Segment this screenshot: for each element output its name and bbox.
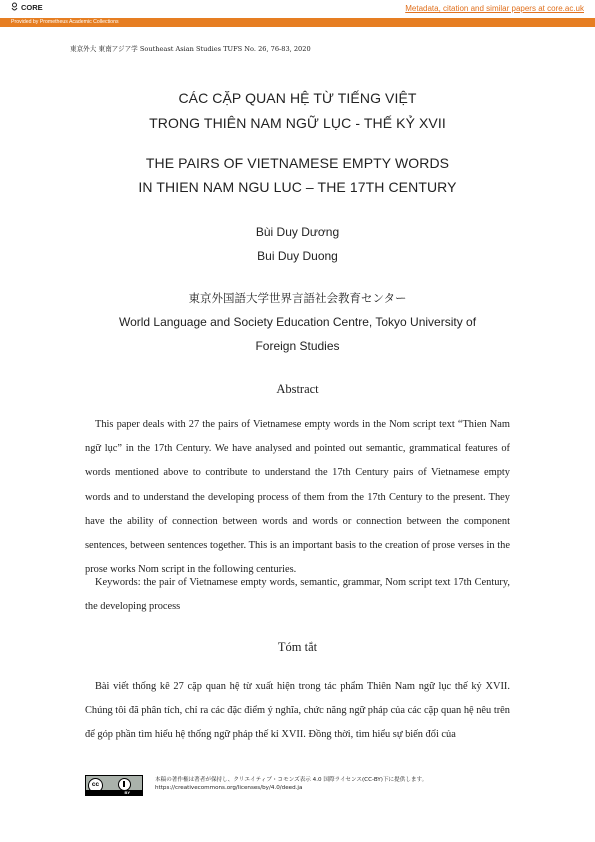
provided-by-text[interactable]: Provided by Prometheus Academic Collections	[11, 19, 119, 25]
by-label: BY	[86, 790, 142, 795]
institution-jp: 東京外国語大学世界言語社会教育センター	[188, 291, 407, 305]
abstract-heading: Abstract	[276, 382, 319, 396]
title-vi-line2: TRONG THIÊN NAM NGỮ LỤC - THẾ KỶ XVII	[149, 115, 446, 131]
author-en: Bui Duy Duong	[257, 249, 338, 263]
core-header-bar	[0, 0, 595, 18]
license-jp: 本稿の著作権は著者が保持し、クリエイティブ・コモンズ表示 4.0 国際ライセンス(CC-BY)下に提供します。	[155, 777, 428, 783]
core-logo[interactable]	[10, 2, 43, 13]
tomtat-body: Bài viết thống kê 27 cặp quan hệ từ xuất hiện trong tác phẩm Thiên Nam ngữ lục thế kỷ XVII. Chúng tôi đã phân tích, chỉ ra các đặc điểm ý nghĩa, chức năng ngữ pháp của các cặp quan hệ nêu trên để góp phần tìm hiểu hệ thống ngữ pháp thế kỉ XVII. Đồng thời, tìm hiểu sự biến đổi của	[85, 681, 510, 741]
cc-by-badge[interactable]	[85, 775, 143, 796]
tomtat-heading: Tóm tắt	[277, 640, 318, 654]
author-vi: Bùi Duy Dương	[255, 225, 340, 239]
title-vi-line1: CÁC CẶP QUAN HỆ TỪ TIẾNG VIỆT	[178, 90, 417, 106]
abstract-body: This paper deals with 27 the pairs of Vietnamese empty words in the Nom script text “Thien Nam ngữ lục” in the 17th Century. We have analysed and pointed out semantic, grammatical features of words mentioned above to contribute to understand the 17th Century pairs of Vietnamese empty words and to understand the developing process of them from the 17th Century to the present. They have the ability of connection between words and words or connection between the component sentences, between sentences together. This is an important basis to the creation of prose verses in the prose works Nom script in the following centuries.	[85, 419, 510, 576]
license-url[interactable]: https://creativecommons.org/licenses/by/4.0/deed.ja	[155, 785, 303, 791]
abstract-keywords: Keywords: the pair of Vietnamese empty words, semantic, grammar, Nom script text 17th Century, the developing process	[85, 577, 510, 613]
institution-en-line1: World Language and Society Education Centre, Tokyo University of	[118, 315, 477, 329]
cc-icon: cc	[88, 778, 103, 793]
provided-by-bar	[0, 18, 595, 27]
license-text	[155, 776, 427, 792]
core-metadata-link[interactable]: Metadata, citation and similar papers at core.ac.uk	[405, 4, 584, 13]
title-en-line1: THE PAIRS OF VIETNAMESE EMPTY WORDS	[145, 155, 450, 171]
journal-citation: 東京外大 東南アジア学 Southeast Asian Studies TUFS No. 26, 76-83, 2020	[70, 45, 311, 53]
core-logo-icon	[10, 2, 19, 13]
core-logo-text: CORE	[21, 3, 43, 12]
institution-en-line2: Foreign Studies	[255, 339, 340, 353]
title-en-line2: IN THIEN NAM NGU LUC – THE 17TH CENTURY	[138, 179, 457, 195]
